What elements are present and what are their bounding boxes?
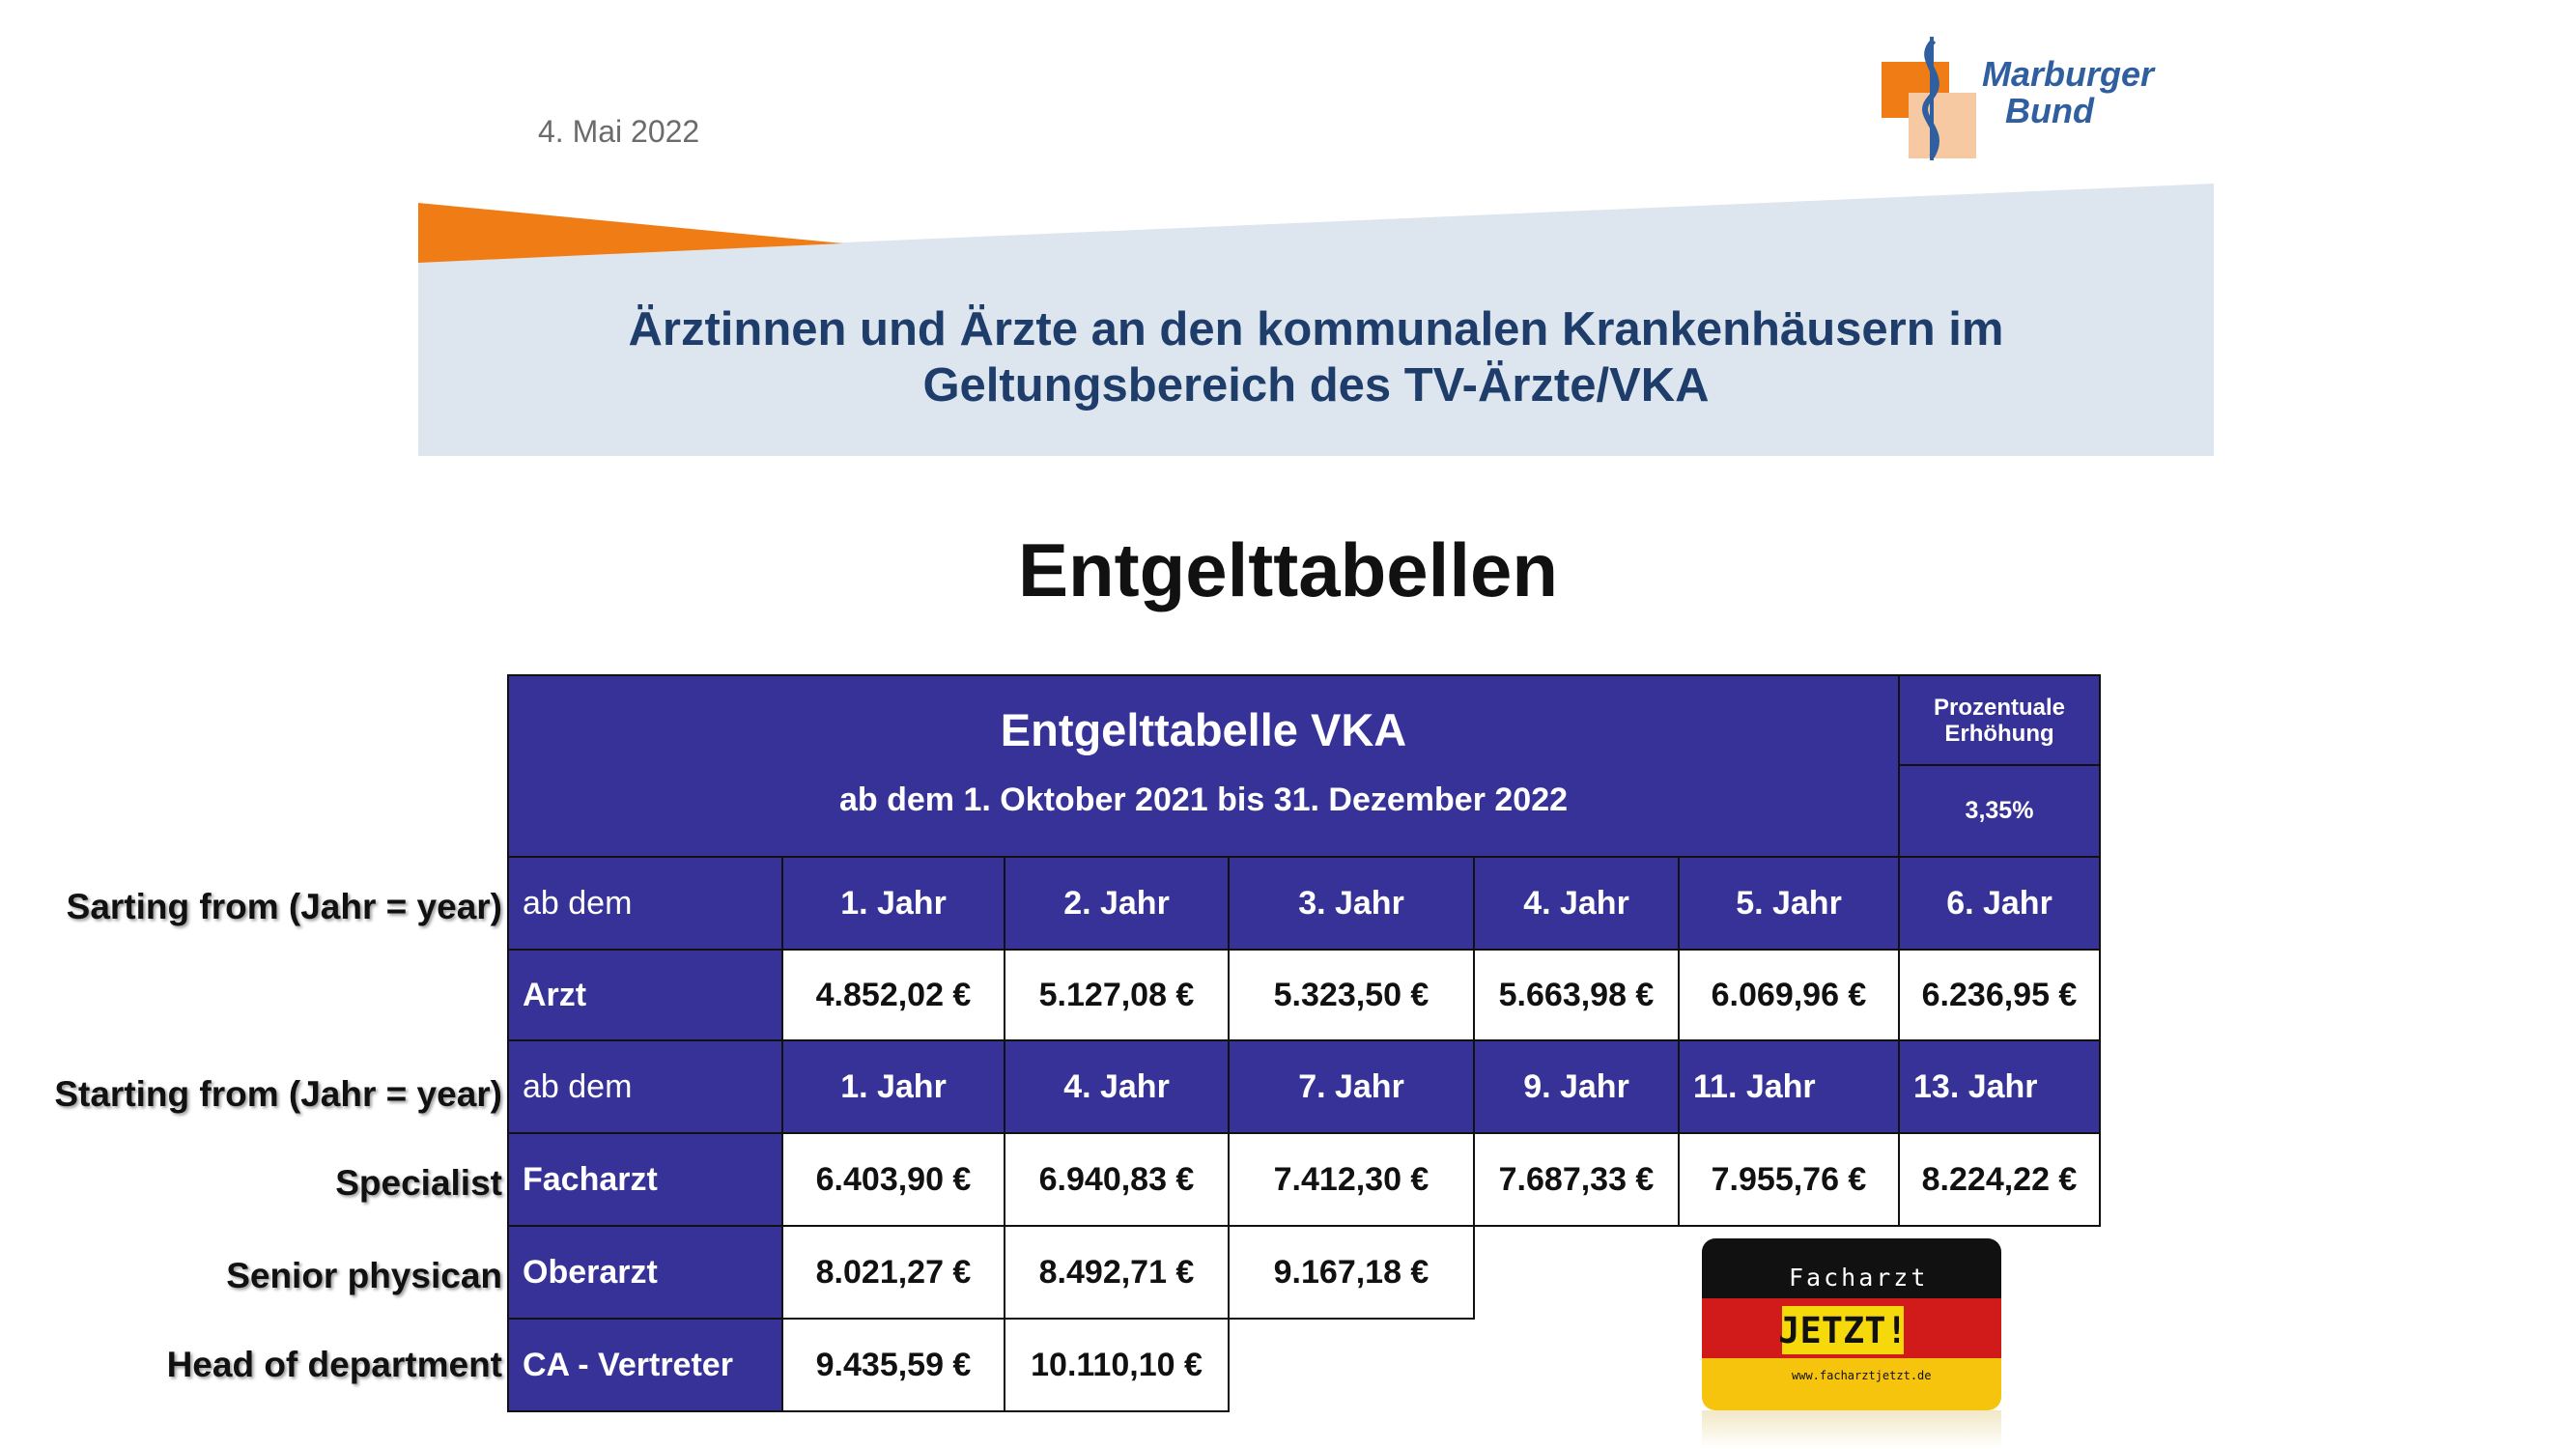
- annotation-specialist: Specialist: [335, 1163, 502, 1203]
- year-header: 1. Jahr: [781, 856, 1005, 951]
- sticker-reflection: [1702, 1410, 2001, 1449]
- salary-cell: 6.236,95 €: [1898, 949, 2101, 1041]
- logo-line-1: Marburger: [1982, 54, 2155, 94]
- banner-title-line-1: Ärztinnen und Ärzte an den kommunalen Krankenhäusern im: [628, 303, 2004, 355]
- logo-line-2: Bund: [2005, 91, 2094, 130]
- percent-increase-label: [1898, 674, 2101, 766]
- salary-cell: 8.021,27 €: [781, 1225, 1005, 1320]
- row-label-ab-dem: ab dem: [507, 856, 783, 951]
- salary-cell: 6.069,96 €: [1678, 949, 1900, 1041]
- salary-cell: 7.955,76 €: [1678, 1132, 1900, 1227]
- year-header: 1. Jahr: [781, 1039, 1005, 1134]
- annotation-years-2: Starting from (Jahr = year): [54, 1074, 502, 1114]
- table-title: Entgelttabelle VKA: [1000, 704, 1407, 755]
- annotation-senior-physician: Senior physican: [226, 1256, 502, 1295]
- row-label-arzt: Arzt: [507, 949, 783, 1041]
- salary-cell: 10.110,10 €: [1004, 1318, 1230, 1412]
- year-header: 5. Jahr: [1678, 856, 1900, 951]
- salary-cell: 8.492,71 €: [1004, 1225, 1230, 1320]
- sticker-line-1: Facharzt: [1789, 1264, 1929, 1292]
- salary-cell: 5.127,08 €: [1004, 949, 1230, 1041]
- section-title: Entgelttabellen: [1017, 527, 1559, 612]
- year-header: 6. Jahr: [1898, 856, 2101, 951]
- row-label-ca-vertreter: CA - Vertreter: [507, 1318, 783, 1412]
- year-header: 11. Jahr: [1678, 1039, 1900, 1134]
- year-header: 2. Jahr: [1004, 856, 1230, 951]
- salary-cell: 7.412,30 €: [1228, 1132, 1475, 1227]
- salary-cell: 4.852,02 €: [781, 949, 1005, 1041]
- table-header: [507, 674, 1900, 858]
- banner-title-line-2: Geltungsbereich des TV-Ärzte/VKA: [922, 359, 1710, 412]
- year-header: 13. Jahr: [1898, 1039, 2101, 1134]
- salary-cell: 5.323,50 €: [1228, 949, 1475, 1041]
- banner-title: [418, 301, 2214, 413]
- salary-cell: 8.224,22 €: [1898, 1132, 2101, 1227]
- sticker-line-2: JETZT!: [1782, 1306, 1904, 1354]
- year-header: 7. Jahr: [1228, 1039, 1475, 1134]
- year-header: 4. Jahr: [1004, 1039, 1230, 1134]
- percent-increase-value: 3,35%: [1898, 764, 2101, 858]
- annotation-years-1: Sarting from (Jahr = year): [66, 887, 502, 926]
- salary-cell: 6.403,90 €: [781, 1132, 1005, 1227]
- percent-label-line-2: Erhöhung: [1944, 720, 2054, 747]
- row-label-oberarzt: Oberarzt: [507, 1225, 783, 1320]
- year-header: 3. Jahr: [1228, 856, 1475, 951]
- salary-cell: 7.687,33 €: [1473, 1132, 1680, 1227]
- salary-cell: 9.435,59 €: [781, 1318, 1005, 1412]
- percent-label-line-1: Prozentuale: [1933, 694, 2066, 721]
- date-label: 4. Mai 2022: [538, 114, 700, 149]
- annotation-head-of-department: Head of department: [166, 1345, 502, 1384]
- table-subtitle: ab dem 1. Oktober 2021 bis 31. Dezember 2022: [838, 781, 1569, 818]
- sticker-url: www.facharztjetzt.de: [1792, 1369, 1932, 1382]
- logo-wordmark: [1982, 56, 2154, 129]
- row-label-ab-dem: ab dem: [507, 1039, 783, 1134]
- year-header: 4. Jahr: [1473, 856, 1680, 951]
- row-label-facharzt: Facharzt: [507, 1132, 783, 1227]
- salary-cell: 6.940,83 €: [1004, 1132, 1230, 1227]
- salary-cell: 5.663,98 €: [1473, 949, 1680, 1041]
- year-header: 9. Jahr: [1473, 1039, 1680, 1134]
- salary-cell: 9.167,18 €: [1228, 1225, 1475, 1320]
